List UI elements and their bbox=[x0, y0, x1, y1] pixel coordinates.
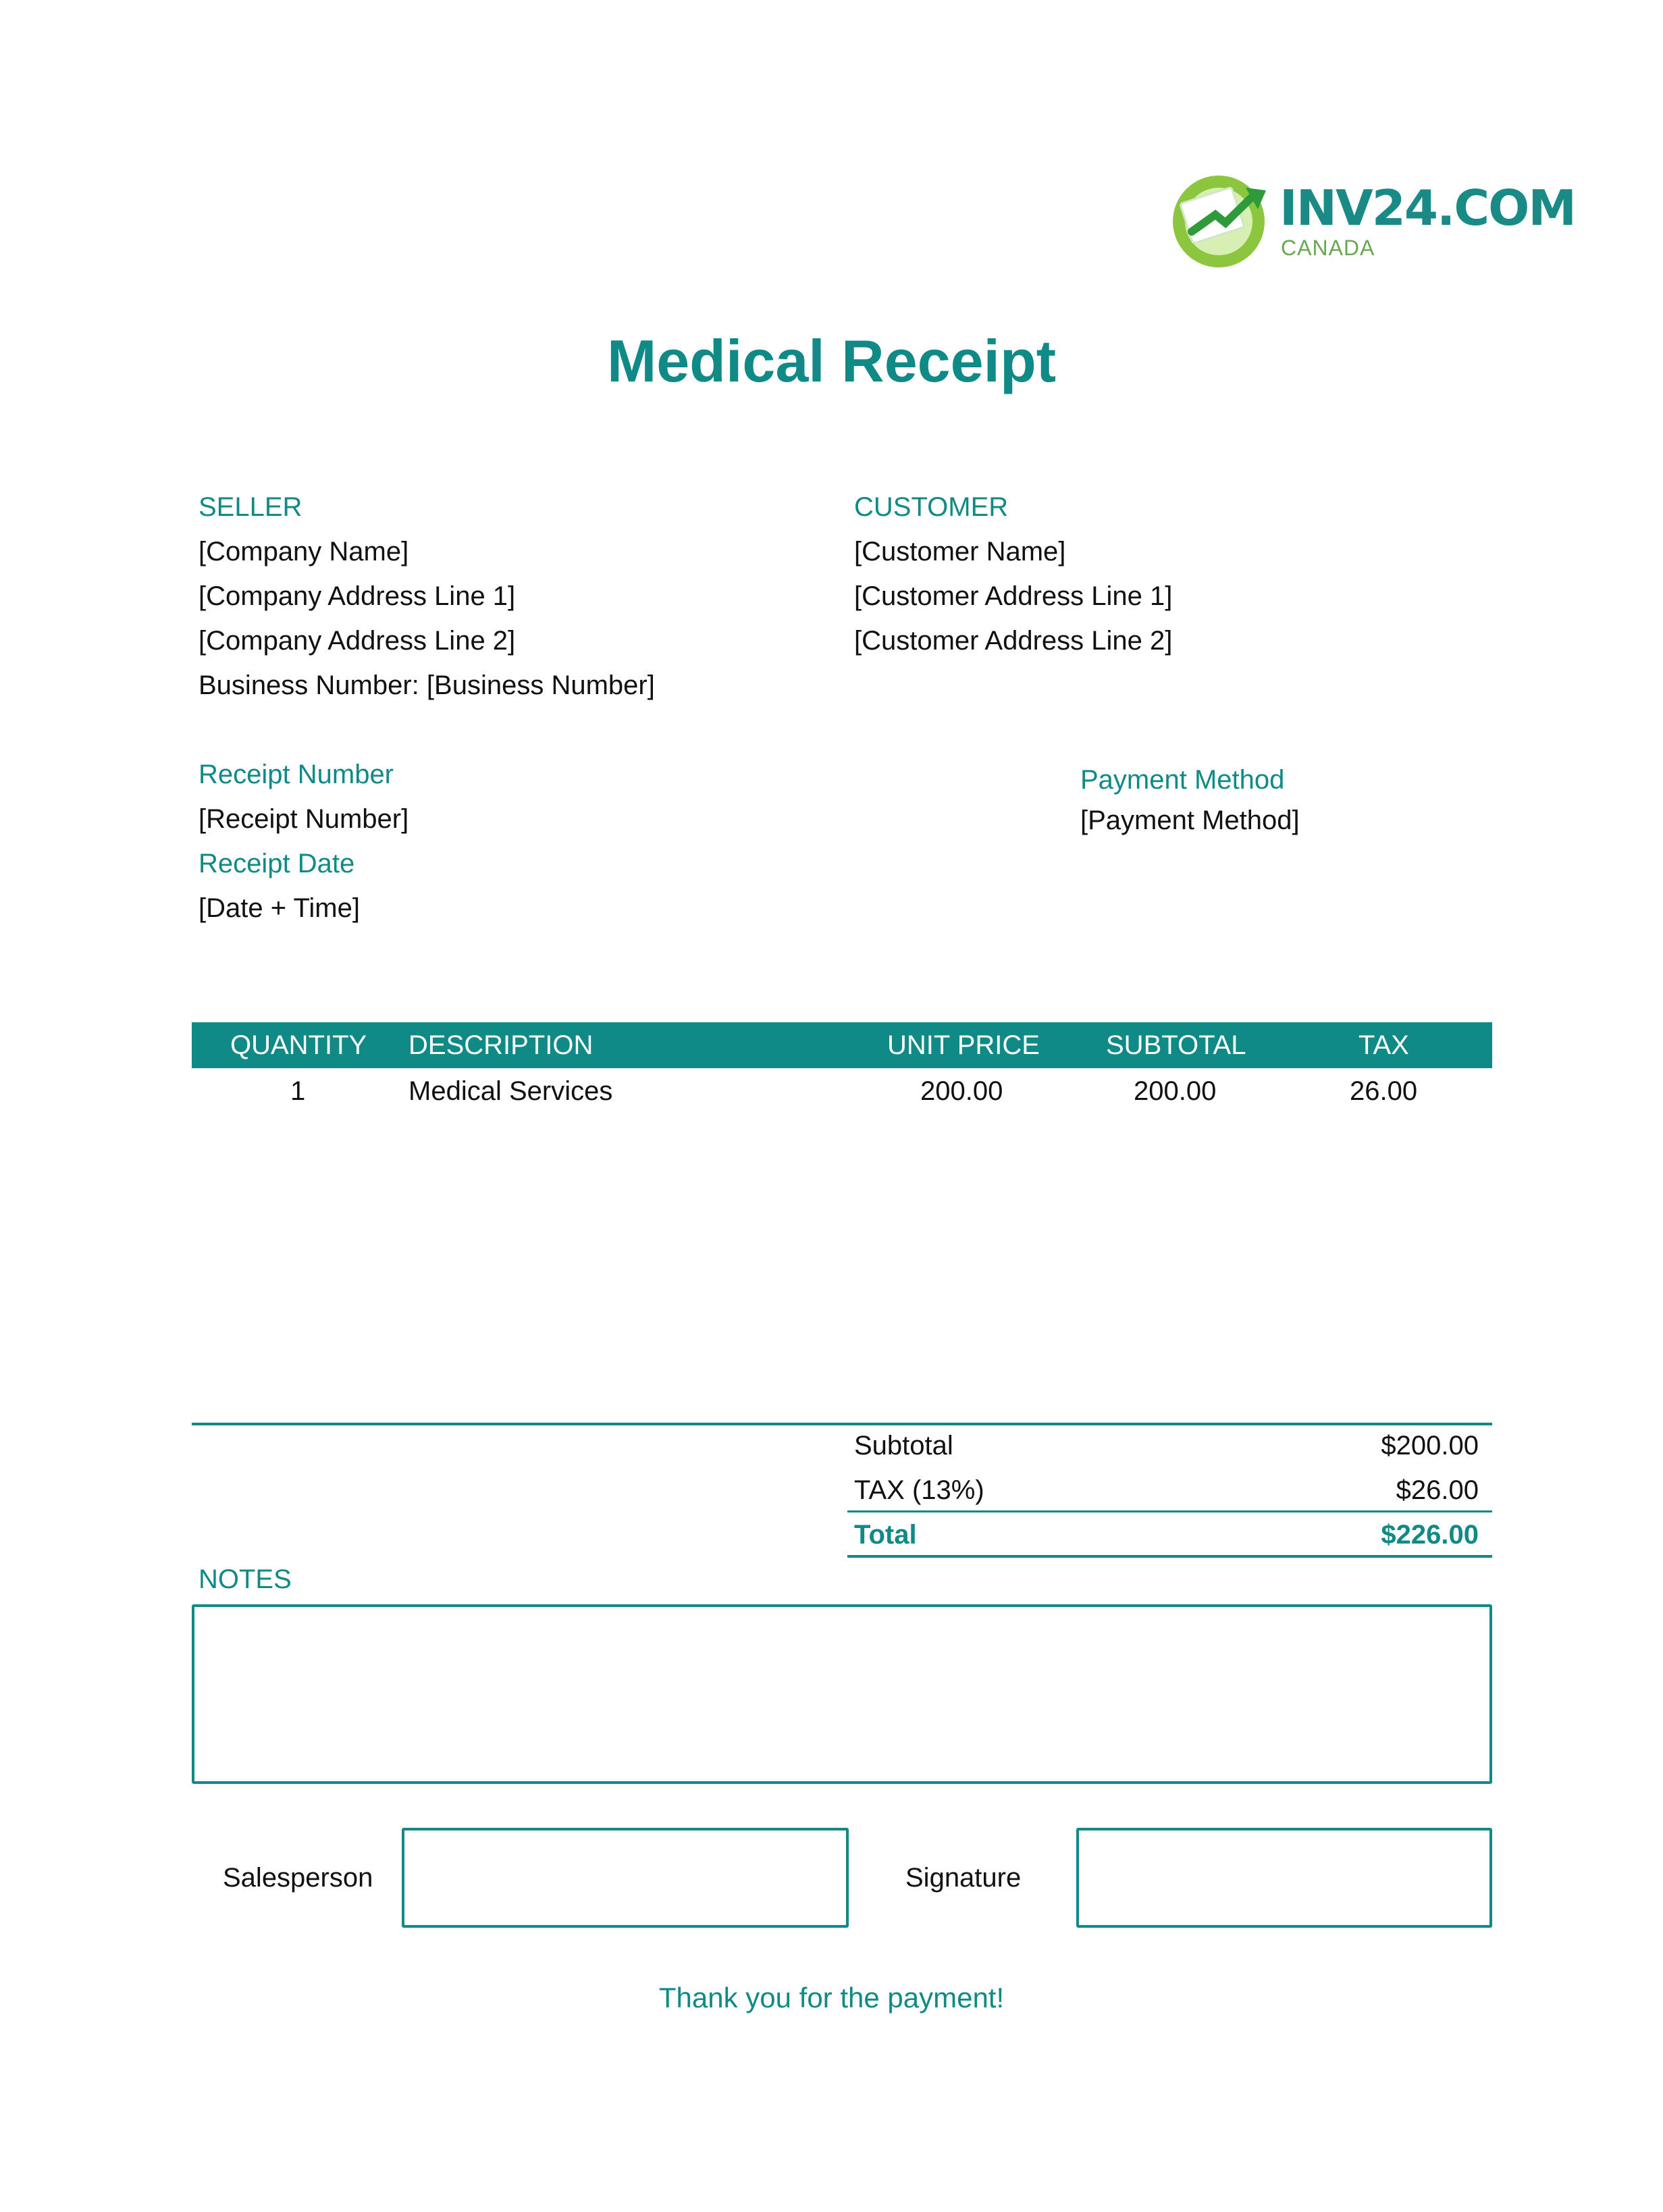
receipt-number-value: [Receipt Number] bbox=[199, 804, 409, 834]
seller-address-line-2: [Company Address Line 2] bbox=[199, 626, 516, 656]
items-table-header bbox=[192, 1022, 1492, 1068]
customer-heading: CUSTOMER bbox=[854, 492, 1009, 522]
header-description: DESCRIPTION bbox=[408, 1030, 593, 1060]
table-row bbox=[192, 1070, 1492, 1115]
totals-bottom-divider bbox=[847, 1555, 1492, 1558]
row-quantity: 1 bbox=[290, 1076, 306, 1106]
row-subtotal: 200.00 bbox=[1134, 1076, 1217, 1106]
row-description: Medical Services bbox=[408, 1076, 613, 1106]
notes-field[interactable] bbox=[192, 1604, 1492, 1784]
seller-heading: SELLER bbox=[199, 492, 302, 522]
totals-subtotal-label: Subtotal bbox=[854, 1431, 953, 1460]
header-quantity: QUANTITY bbox=[230, 1030, 367, 1060]
header-unit-price: UNIT PRICE bbox=[887, 1030, 1040, 1060]
salesperson-label: Salesperson bbox=[223, 1863, 373, 1893]
payment-method-value: [Payment Method] bbox=[1080, 806, 1300, 835]
receipt-date-label: Receipt Date bbox=[199, 849, 355, 878]
row-tax: 26.00 bbox=[1350, 1076, 1418, 1106]
seller-business-number: Business Number: [Business Number] bbox=[199, 670, 655, 700]
seller-address-line-1: [Company Address Line 1] bbox=[199, 581, 516, 611]
row-unit-price: 200.00 bbox=[920, 1076, 1003, 1106]
payment-method-label: Payment Method bbox=[1080, 765, 1285, 795]
customer-name: [Customer Name] bbox=[854, 537, 1066, 567]
receipt-number-label: Receipt Number bbox=[199, 760, 394, 789]
totals-subtotal-value: $200.00 bbox=[1381, 1431, 1479, 1460]
header-tax: TAX bbox=[1358, 1030, 1409, 1060]
table-bottom-divider bbox=[192, 1423, 1492, 1425]
seller-company-name: [Company Name] bbox=[199, 537, 409, 567]
totals-total-label: Total bbox=[854, 1520, 917, 1550]
thank-you-message: Thank you for the payment! bbox=[658, 1982, 1005, 2013]
brand-logo bbox=[1171, 167, 1576, 275]
logo-brand-text: INV24.COM bbox=[1279, 180, 1576, 236]
signature-field[interactable] bbox=[1076, 1828, 1492, 1928]
totals-total-value: $226.00 bbox=[1381, 1520, 1479, 1550]
signature-label: Signature bbox=[905, 1863, 1022, 1893]
salesperson-field[interactable] bbox=[402, 1828, 849, 1928]
totals-divider bbox=[847, 1510, 1492, 1512]
totals-tax-label: TAX (13%) bbox=[854, 1475, 984, 1505]
customer-address-line-2: [Customer Address Line 2] bbox=[854, 626, 1173, 656]
notes-label: NOTES bbox=[199, 1564, 292, 1594]
totals-tax-value: $26.00 bbox=[1396, 1475, 1479, 1505]
logo-region-text: CANADA bbox=[1281, 236, 1375, 260]
page-title: Medical Receipt bbox=[606, 327, 1057, 394]
receipt-date-value: [Date + Time] bbox=[199, 893, 360, 923]
customer-address-line-1: [Customer Address Line 1] bbox=[854, 581, 1173, 611]
logo-icon bbox=[1171, 167, 1279, 275]
header-subtotal: SUBTOTAL bbox=[1106, 1030, 1246, 1060]
